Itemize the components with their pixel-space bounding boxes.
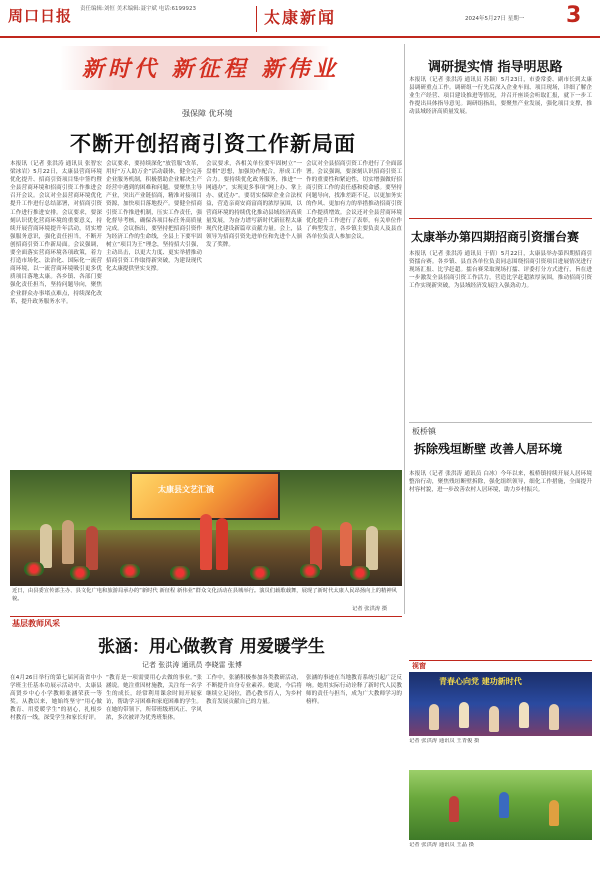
masthead-divider [256, 6, 257, 32]
flower-pot [120, 564, 140, 578]
grassroots-bar [10, 616, 402, 630]
slogan-text: 新时代 新征程 新伟业 [82, 56, 340, 82]
performer [340, 522, 352, 566]
farm-photo [409, 770, 592, 840]
contest-headline: 太康举办第四期招商引资擂台赛 [411, 230, 580, 244]
scene-bar [409, 660, 592, 671]
photo-credit: 记者 张洪涛 摄 [352, 606, 388, 612]
section-rule-2 [409, 422, 592, 423]
research-headline: 调研提实情 指导明思路 [428, 60, 563, 75]
photo-caption: 近日，由县委宣传部主办、县文化广电和旅游局承办的“新时代 新征程 新伟业”群众文化活动在县城举行。演员们载歌载舞，展现了新时代太康人民昂扬向上的精神风貌。 [12, 588, 397, 602]
page-number: 3 [566, 3, 582, 28]
performer [366, 526, 378, 570]
event-banner: 青春心向党 建功新时代 [439, 677, 522, 686]
lead-column-1: 本报讯（记者 张洪涛 通讯员 张智宏 梁冰岩）5月22日，太康县营商环境优化提升、招商引资项目集中签约暨全县营商环境和招商引资工作推进会召开会议。会议对全县营商环境优化提升工作进行总结部署，对招商引资工作进行推进安排。会议要求，要深刻认识优化营商环境的重要意义，持续开展营商环境提升年活动，切实增强服务意识，强化责任担当，不断开创招商引资工作新局面。会议强调，要全面落实营商环境各项政策，着力打造市场化、法治化、国际化一流营商环境，以一流营商环境吸引更多优质项目落地太康。各乡镇、各部门要强化责任担当，坚持问题导向，聚焦企业群众办事堵点难点，持续深化改革，提升政务服务水平。 [10, 161, 102, 305]
flower-pot [24, 562, 44, 576]
farm-photo-credit: 记者 张洪涛 通讯员 王晶 摄 [409, 842, 475, 848]
lead-headline: 不断开创招商引资工作新局面 [70, 131, 356, 156]
teacher-headline: 张涵：用心做教育 用爱暖学生 [98, 637, 325, 657]
farmer [449, 796, 459, 822]
editor-info: 责任编辑:刘恒 美术编辑:聂宇斌 电话:6199923 [80, 6, 197, 12]
lead-column-2: 会议要求，要持续深化“放管服”改革，用好“万人助万企”活动载体，健全完善企业服务机制，积极帮助企业解决生产经营中遇到的困难和问题。要聚焦主导产业，突出产业链招商，精准对接项目资源，加快项目落地投产。要健全招商引资工作推进机制，压实工作责任，强化督导考核，确保各项目标任务高质量完成。会议指出，要坚持把招商引资作为经济工作的生命线，全县上下要牢固树立“项目为王”理念，坚持招大引强，主动出击，以更大力度、更实举措推动招商引资工作取得新突破，为建设现代化太康提供坚实支撑。 [106, 161, 202, 273]
teacher-column-1: 在4月26日举行的第七届河南省中小学班主任基本功展示活动中，太康县高贤乡中心小学教师张涵荣获一等奖。从教以来，她始终坚守“用心做教育、用爱暖学生”的初心，扎根乡村教育一线，深受学生和家长好评。 [10, 675, 102, 722]
flower-pot [170, 566, 190, 580]
farmer [549, 800, 559, 826]
grassroots-label: 基层教师风采 [12, 619, 60, 628]
performer [549, 704, 559, 730]
lead-column-3: 会议要求，各相关单位要牢固树立“一盘棋”思想，加强协作配合，形成工作合力。要持续优化政务服务，推进“一网通办”，实现更多事项“网上办、掌上办、就近办”。要切实保障企业合法权益，营造亲商安商富商的浓厚氛围，以营商环境的持续优化推动县域经济高质量发展，为奋力谱写新时代新征程太康现代化建设新篇章贡献力量。会上，县领导为招商引资先进单位和先进个人颁发了奖牌。 [206, 161, 302, 248]
masthead [0, 0, 600, 38]
performer [200, 514, 212, 570]
performer [489, 706, 499, 732]
performer [459, 702, 469, 728]
stage-screen [130, 472, 280, 520]
teacher-byline: 记者 张洪涛 通讯员 李晓雷 张博 [142, 661, 242, 669]
performer [519, 702, 529, 728]
performer [86, 526, 98, 570]
teacher-column-3: 工作中，张涵积极参加各类教研活动，不断提升自身专业素养。她说，今后将继续立足岗位，潜心教书育人，为乡村教育发展贡献自己的力量。 [206, 675, 302, 706]
contest-text: 本报讯（记者 张洪涛 通讯员 于倩）5月22日，太康县举办第四期招商引资擂台赛。各乡镇、县直各单位负责同志围绕招商引资项目进展情况进行现场汇报、比学赶超。擂台赛采取现场打擂、评委打分方式进行，旨在进一步激发全县招商引资工作活力，营造比学赶超浓厚氛围，推动招商引资工作实现新突破，为县域经济发展注入强劲动力。 [409, 251, 592, 290]
youth-photo-credit: 记者 张洪涛 通讯员 王青俊 摄 [409, 738, 480, 744]
youth-event-photo [409, 672, 592, 736]
flower-pot [250, 566, 270, 580]
section-title: 太康新闻 [264, 8, 337, 27]
section-rule [409, 218, 592, 219]
flower-pot [70, 566, 90, 580]
town-tag: 板桥镇 [412, 427, 436, 436]
flower-pot [350, 566, 370, 580]
performer [216, 518, 228, 570]
lead-column-4: 会议对全县招商引资工作进行了全面部署。会议强调，要深刻认识招商引资工作的重要性和紧迫性，切实增强做好招商引资工作的责任感和使命感。要坚持问题导向，找准差距不足，以更加务实的作风、更加有力的举措推动招商引资工作提质增效。会议还对全县营商环境优化提升工作进行了表彰，有关单位作了典型发言，各乡镇主要负责人及县直各单位负责人参加会议。 [306, 161, 402, 240]
performer [62, 520, 74, 564]
demolition-text: 本报讯（记者 张洪涛 通讯员 白冰）今年以来，板桥镇持续开展人居环境整治行动，聚焦残垣断壁拆除，强化组织领导，细化工作措施，全面提升村容村貌，进一步改善农村人居环境，助力乡村振兴。 [409, 471, 592, 494]
screen-text: 太康县文艺汇演 [158, 485, 214, 494]
flower-pot [300, 564, 320, 578]
scene-label: 视窗 [412, 662, 426, 670]
research-text: 本报讯（记者 张洪涛 通讯员 苏颖）5月23日，市委常委、副市长到太康县调研重点工作。调研组一行先后深入企业车间、项目现场，详细了解企业生产经营、项目建设推进等情况，并召开座谈会听取汇报，就下一步工作提出具体指导意见。调研组指出，要聚焦产业发展，强化项目支撑，推动县域经济高质量发展。 [409, 77, 592, 116]
performer [429, 704, 439, 730]
performer [40, 524, 52, 568]
teacher-column-4: 张涵的事迹在当地教育系统引起广泛反响。她用实际行动诠释了新时代人民教师的责任与担当，成为广大教师学习的榜样。 [306, 675, 402, 706]
farmer [499, 792, 509, 818]
performance-photo [10, 470, 402, 586]
demolition-headline: 拆除残垣断壁 改善人居环境 [414, 442, 563, 456]
lead-subhead: 强保障 优环境 [182, 109, 233, 118]
teacher-column-2: “教育是一项需要用心去做的事业。”张涵说。她注重因材施教，关注每一名学生的成长，经常利用课余时间开展家访，帮助学习困难和家庭困难的学生。在她的带领下，所带班级班风正、学风浓，多次被评为优秀班集体。 [106, 675, 202, 722]
column-divider [404, 44, 405, 614]
issue-date: 2024年5月27日 星期一 [465, 16, 525, 22]
newspaper-logo: 周口日报 [8, 7, 73, 25]
slogan-banner [60, 46, 340, 90]
